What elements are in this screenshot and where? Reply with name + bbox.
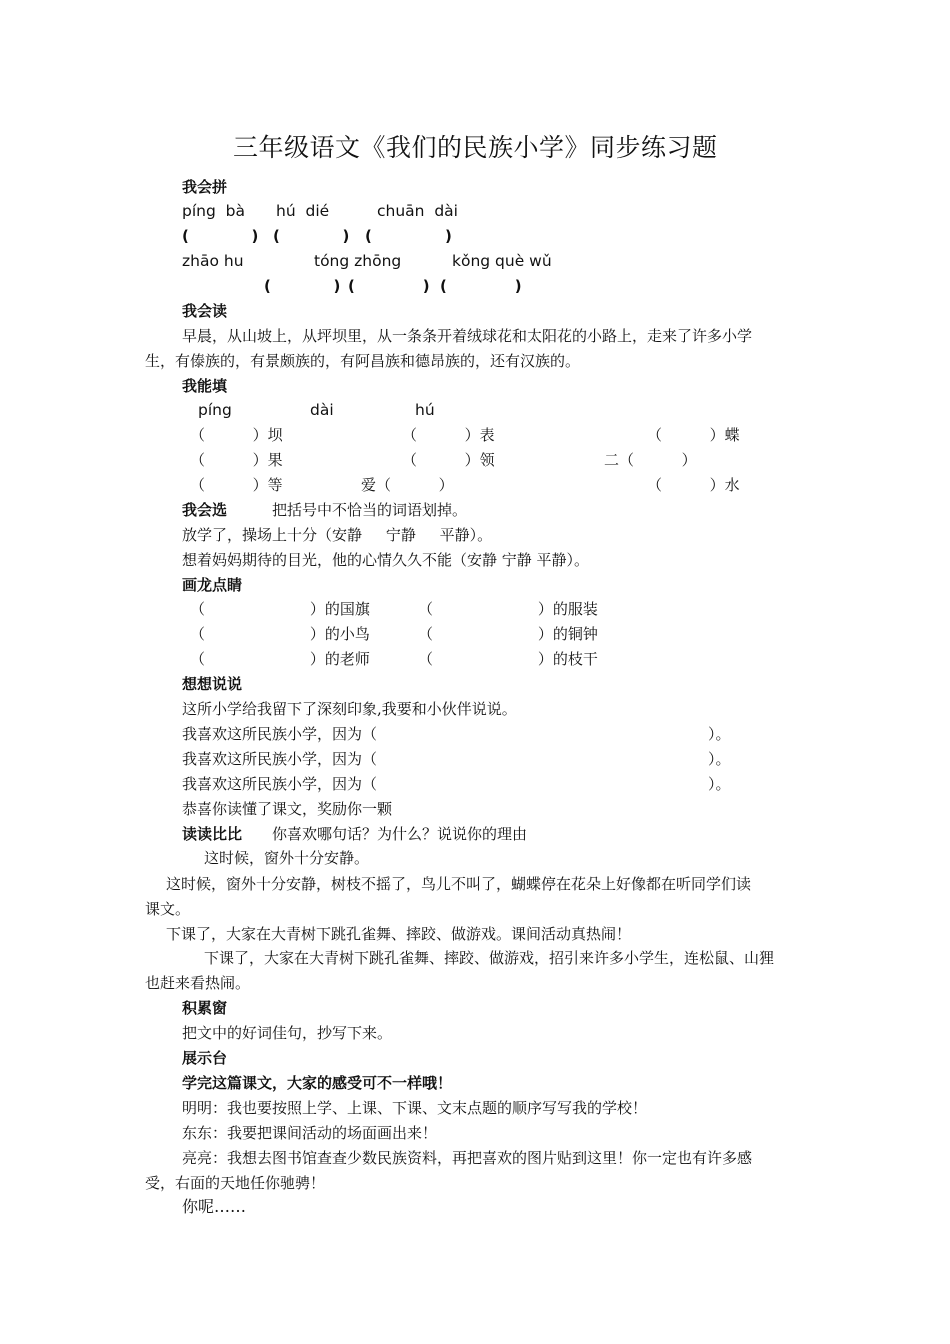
fill-blank-item[interactable]: （ ）等	[190, 476, 283, 494]
compare-sentence: 下课了，大家在大青树下跳孔雀舞、摔跤、做游戏。课间活动真热闹！	[166, 925, 632, 943]
pinyin-hu: hú	[415, 401, 435, 419]
section-heading-choose: 我会选	[182, 501, 228, 519]
pinyin-ping: píng	[198, 401, 232, 419]
fill-blank-item[interactable]: （ ）水	[647, 476, 740, 494]
reason-close: ）。	[708, 775, 731, 793]
reason-line[interactable]: 我喜欢这所民族小学，因为（	[182, 725, 378, 743]
fill-blank-item[interactable]: 二（ ）	[604, 451, 697, 469]
choose-instruction: 把括号中不恰当的词语划掉。	[272, 501, 468, 519]
compare-sentence: 也赶来看热闹。	[145, 974, 251, 992]
fill-blank-item[interactable]: （ ）领	[402, 451, 495, 469]
section-heading-fill: 我能填	[182, 377, 228, 395]
section-heading-spell: 我会拼	[182, 178, 228, 196]
section-heading-modifiers: 画龙点睛	[182, 576, 243, 594]
fill-blank-item[interactable]: 爱（ ）	[361, 476, 454, 494]
compare-sentence: 这时候，窗外十分安静。	[204, 849, 370, 867]
modifier-blank[interactable]: （ ）的国旗	[190, 600, 370, 618]
answer-blank[interactable]: ( )	[348, 277, 430, 295]
answer-blank[interactable]: ( )	[264, 277, 341, 295]
reason-line[interactable]: 我喜欢这所民族小学，因为（	[182, 775, 378, 793]
answer-blank[interactable]: ( )	[440, 277, 522, 295]
collect-text: 把文中的好词佳句，抄写下来。	[182, 1024, 393, 1042]
fill-blank-item[interactable]: （ ）坝	[190, 426, 283, 444]
modifier-blank[interactable]: （ ）的铜钟	[418, 625, 598, 643]
showcase-mingming: 明明：我也要按照上学、上课、下课、文末点题的顺序写写我的学校！	[182, 1099, 648, 1117]
page-title: 三年级语文《我们的民族小学》同步练习题	[233, 133, 718, 162]
pinyin-dai: dài	[310, 401, 334, 419]
reason-close: ）。	[708, 750, 731, 768]
reading-line: 生，有傣族的，有景颇族的，有阿昌族和德昂族的，还有汉族的。	[145, 352, 581, 370]
modifier-blank[interactable]: （ ）的枝干	[418, 650, 598, 668]
modifier-blank[interactable]: （ ）的老师	[190, 650, 370, 668]
compare-sentence: 这时候，窗外十分安静，树枝不摇了，鸟儿不叫了，蝴蝶停在花朵上好像都在听同学们读	[166, 875, 752, 893]
section-heading-showcase: 展示台	[182, 1049, 228, 1067]
pinyin-pingba: píng bà	[182, 202, 245, 220]
answer-blank[interactable]: ( )	[273, 227, 350, 245]
fill-blank-item[interactable]: （ ）果	[190, 451, 283, 469]
pinyin-hudie: hú dié	[276, 202, 330, 220]
showcase-liangliang: 亮亮：我想去图书馆查查少数民族资料，再把喜欢的图片贴到这里！你一定也有许多感	[182, 1149, 753, 1167]
fill-blank-item[interactable]: （ ）表	[402, 426, 495, 444]
compare-sentence: 下课了，大家在大青树下跳孔雀舞、摔跤、做游戏，招引来许多小学生，连松鼠、山狸	[204, 949, 775, 967]
choose-sentence[interactable]: 放学了，操场上十分（安静 宁静 平静）。	[182, 526, 493, 544]
fill-blank-item[interactable]: （ ）蝶	[647, 426, 740, 444]
reading-line: 早晨，从山坡上，从坪坝里，从一条条开着绒球花和太阳花的小路上，走来了许多小学	[182, 327, 753, 345]
showcase-lead: 学完这篇课文，大家的感受可不一样哦！	[182, 1074, 453, 1092]
pinyin-tongzhong: tóng zhōng	[314, 252, 402, 270]
modifier-blank[interactable]: （ ）的服装	[418, 600, 598, 618]
compare-sentence: 课文。	[145, 900, 191, 918]
modifier-blank[interactable]: （ ）的小鸟	[190, 625, 370, 643]
pinyin-zhaohu: zhāo hu	[182, 252, 244, 270]
pinyin-chuandai: chuān dài	[377, 202, 458, 220]
compare-question: 你喜欢哪句话？为什么？说说你的理由	[272, 825, 528, 843]
section-heading-think: 想想说说	[182, 675, 243, 693]
section-heading-compare: 读读比比	[182, 825, 243, 843]
reason-line[interactable]: 我喜欢这所民族小学，因为（	[182, 750, 378, 768]
pinyin-kongquewu: kǒng què wǔ	[452, 252, 552, 270]
think-intro: 这所小学给我留下了深刻印象,我要和小伙伴说说。	[182, 700, 517, 718]
showcase-liangliang: 受，右面的天地任你驰骋！	[145, 1174, 326, 1192]
reward-text: 恭喜你读懂了课文，奖励你一颗	[182, 800, 393, 818]
section-heading-read: 我会读	[182, 302, 228, 320]
showcase-end: 你呢……	[182, 1197, 247, 1216]
showcase-dongdong: 东东：我要把课间活动的场面画出来！	[182, 1124, 438, 1142]
answer-blank[interactable]: ( )	[182, 227, 259, 245]
choose-sentence[interactable]: 想着妈妈期待的目光，他的心情久久不能（安静 宁静 平静）。	[182, 551, 590, 569]
section-heading-collect: 积累窗	[182, 999, 228, 1017]
reason-close: ）。	[708, 725, 731, 743]
answer-blank[interactable]: ( )	[365, 227, 452, 245]
